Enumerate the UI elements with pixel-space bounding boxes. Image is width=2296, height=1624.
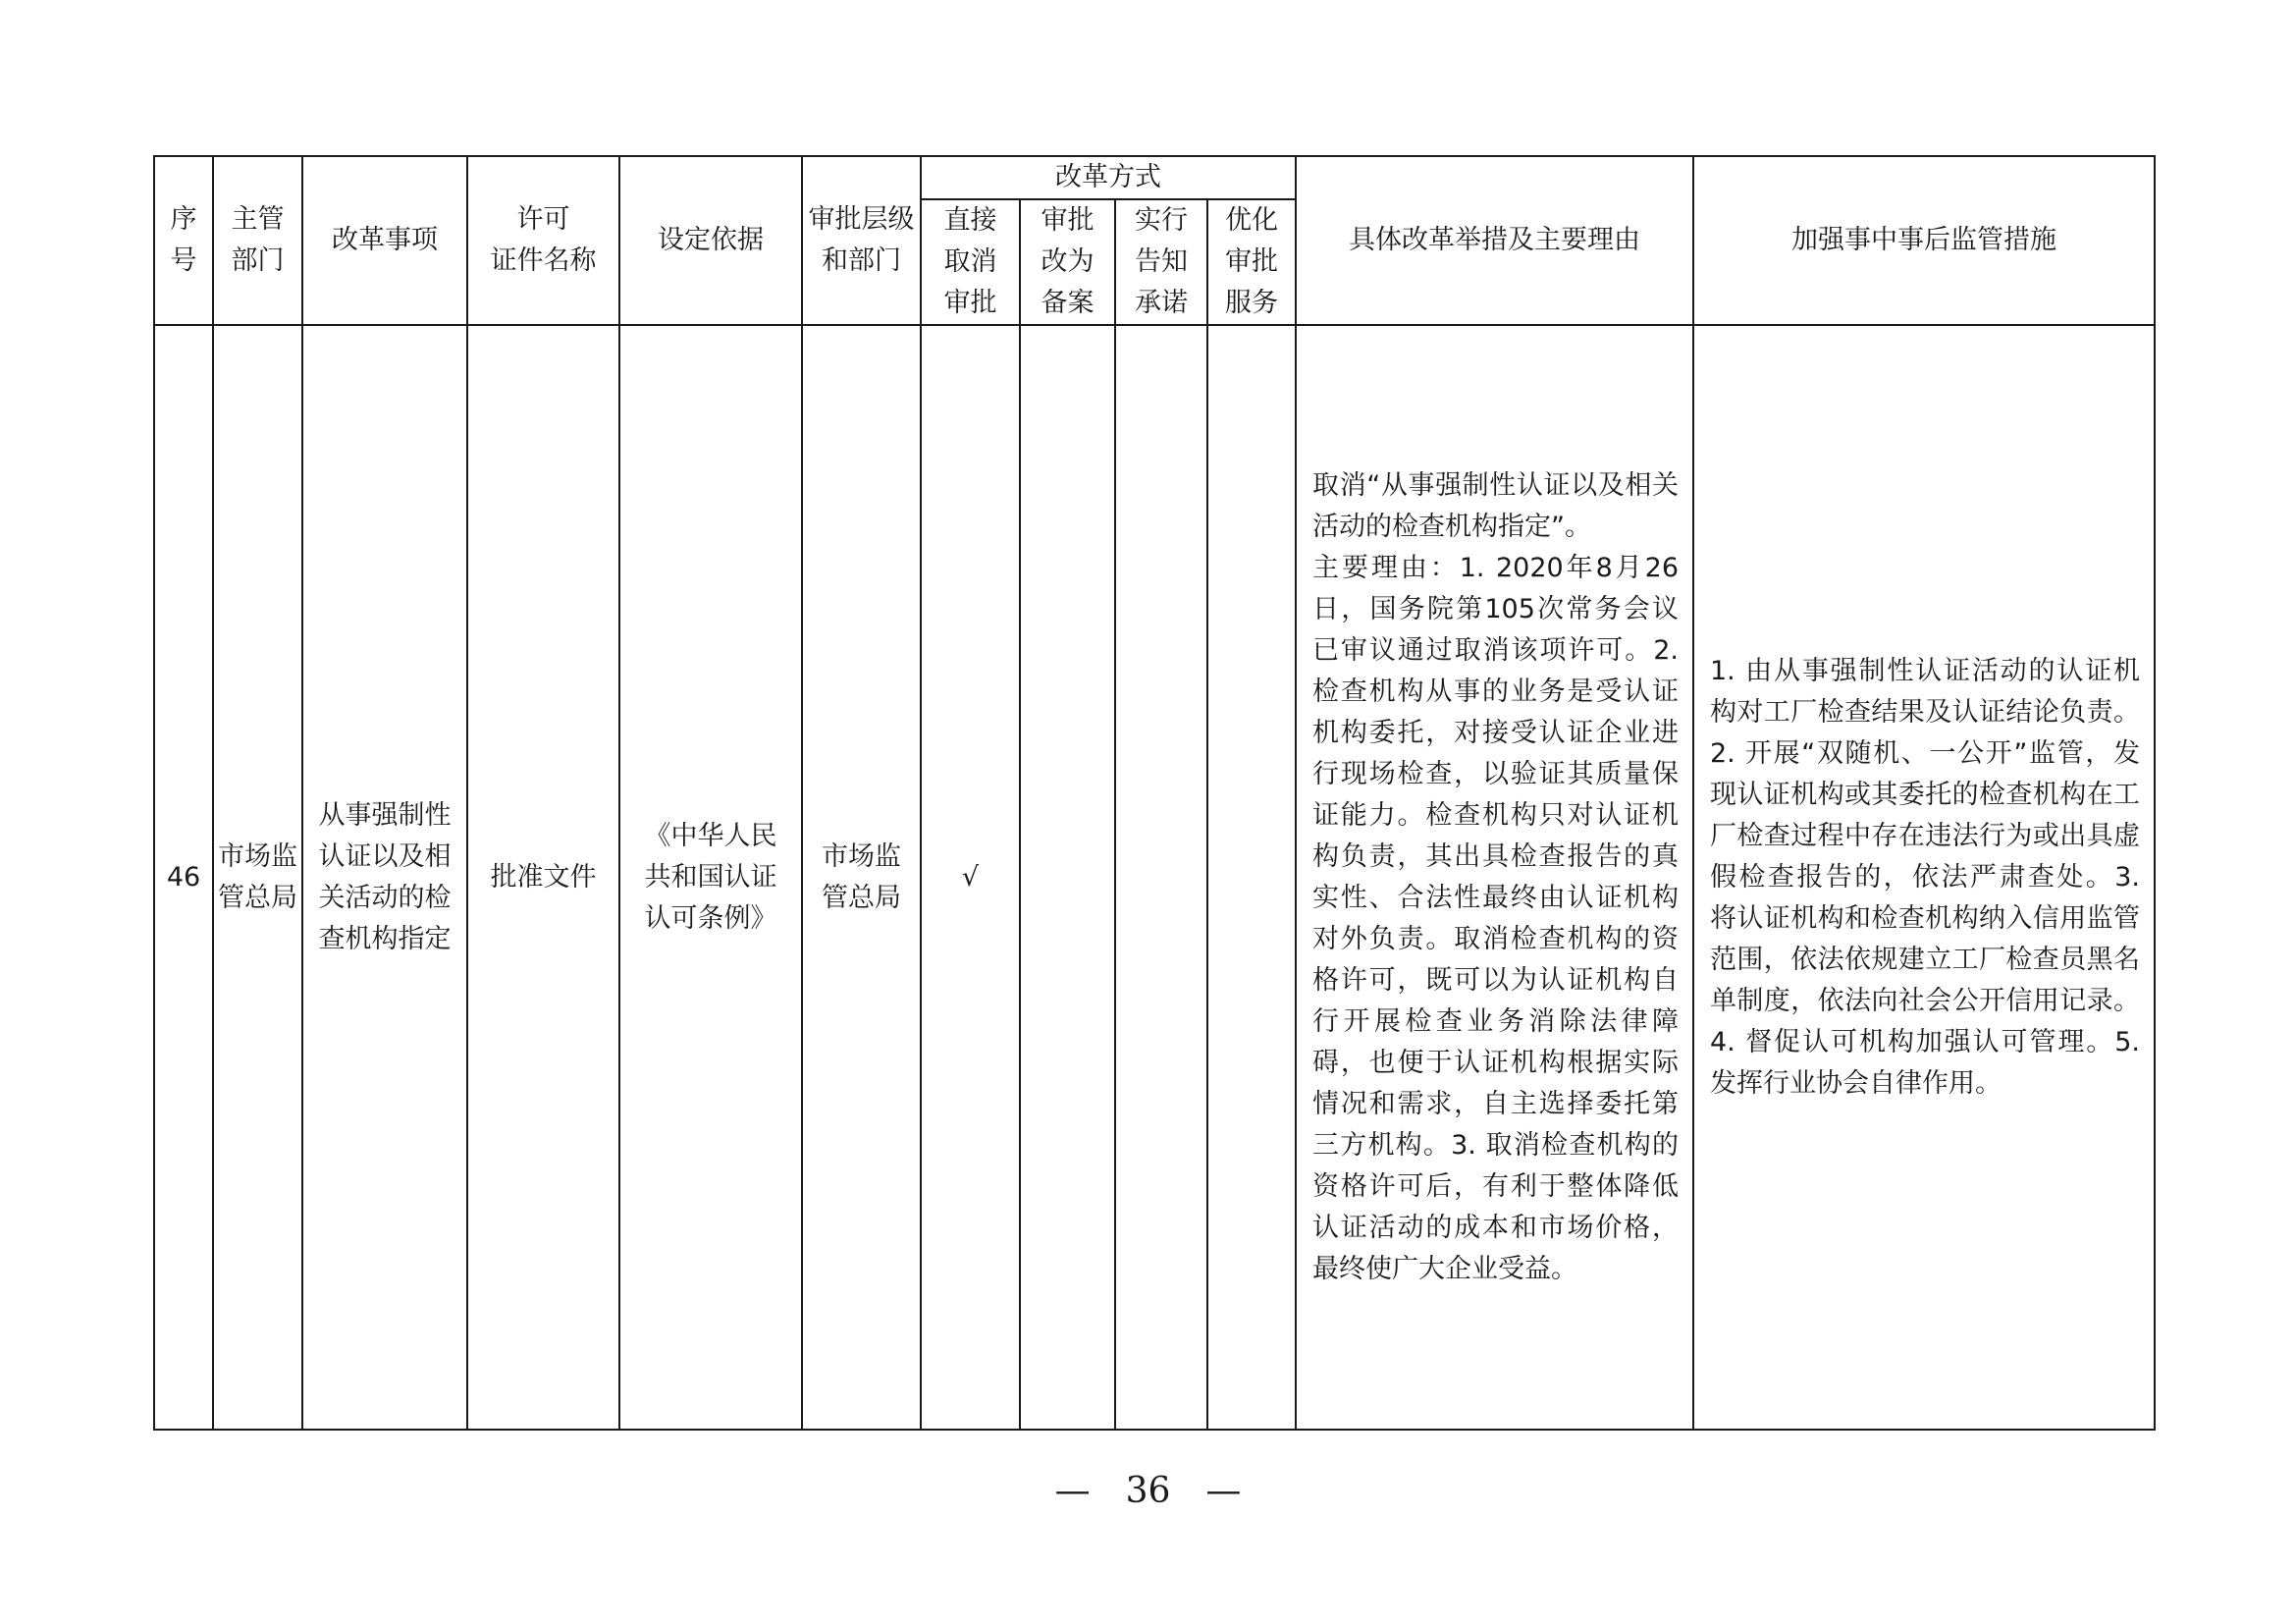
cell-license: 批准文件 <box>467 325 619 1430</box>
page-number: — 36 — <box>1054 1471 1242 1511</box>
cell-measures <box>1296 325 1693 1430</box>
cell-item: 从事强制性 认证以及相 关活动的检 查机构指定 <box>302 325 467 1430</box>
supervision-paragraph: 1. 由从事强制性认证活动的认证机构对工厂检查结果及认证结论负责。2. 开展“双随机、一公开”监管，发现认证机构或其委托的检查机构在工厂检查过程中存在违法行为或出具虚假检查报告的，依法严肃查处。3. 将认证机构和检查机构纳入信用监管范围，依法依规建立工厂检查员黑名单制度，依法向社会公开信用记录。4. 督促认可机构加强认可管理。5. 发挥行业协会自律作用。 <box>1710 655 2140 1099</box>
header-seq: 序 号 <box>154 156 213 325</box>
header-method-notify: 实行 告知 承诺 <box>1115 199 1207 325</box>
header-method-optimize: 优化 审批 服务 <box>1207 199 1296 325</box>
header-method-record: 审批 改为 备案 <box>1020 199 1115 325</box>
cell-method-optimize <box>1207 325 1296 1430</box>
header-reform-method: 改革方式 <box>921 156 1296 199</box>
cell-basis: 《中华人民 共和国认证 认可条例》 <box>619 325 802 1430</box>
measures-paragraph-1: 取消“从事强制性认证以及相关活动的检查机构指定”。 <box>1312 469 1679 542</box>
measures-paragraph-2: 主要理由：1. 2020年8月26日，国务院第105次常务会议已审议通过取消该项许可。2. 检查机构从事的业务是受认证机构委托，对接受认证企业进行现场检查，以验证其质量保证能力。检查机构只对认证机构负责，其出具检查报告的真实性、合法性最终由认证机构对外负责。取消检查机构的资格许可，既可以为认证机构自行开展检查业务消除法律障碍，也便于认证机构根据实际情况和需求，自主选择委托第三方机构。3. 取消检查机构的资格许可后，有利于整体降低认证活动的成本和市场价格，最终使广大企业受益。 <box>1312 552 1679 1284</box>
header-supervision: 加强事中事后监管措施 <box>1693 156 2155 325</box>
cell-method-notify <box>1115 325 1207 1430</box>
header-item: 改革事项 <box>302 156 467 325</box>
header-method-cancel: 直接 取消 审批 <box>921 199 1020 325</box>
cell-dept: 市场监 管总局 <box>213 325 302 1430</box>
table-row <box>154 325 2155 1430</box>
header-basis: 设定依据 <box>619 156 802 325</box>
cell-level: 市场监 管总局 <box>802 325 921 1430</box>
header-license: 许可 证件名称 <box>467 156 619 325</box>
cell-supervision <box>1693 325 2155 1430</box>
header-dept: 主管 部门 <box>213 156 302 325</box>
header-measures: 具体改革举措及主要理由 <box>1296 156 1693 325</box>
header-level: 审批层级 和部门 <box>802 156 921 325</box>
checkmark: √ <box>961 861 980 893</box>
cell-seq: 46 <box>154 325 213 1430</box>
cell-method-record <box>1020 325 1115 1430</box>
header-row-top <box>154 156 2155 199</box>
reform-table <box>153 155 2156 1431</box>
cell-method-cancel <box>921 325 1020 1430</box>
